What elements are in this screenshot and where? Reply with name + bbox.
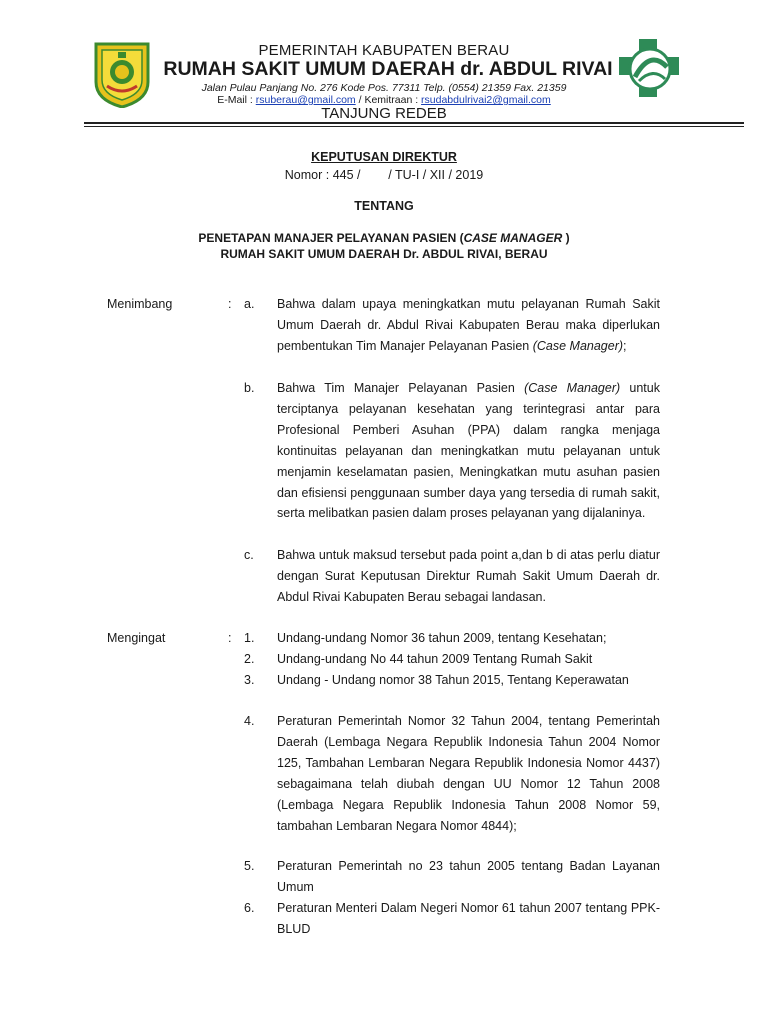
subject-suffix: ) <box>562 231 570 245</box>
menimbang-colon: : <box>228 297 232 311</box>
menimbang-c-text: Bahwa untuk maksud tersebut pada point a,dan b di atas perlu diatur dengan Surat Keputusan Direktur Rumah Sakit Umum Daerah dr. Abdul Rivai Kabupaten Berau sebagai landasan. <box>277 548 660 604</box>
mengingat-marker-3: 3. <box>244 673 255 687</box>
header-city: TANJUNG REDEB <box>321 105 447 122</box>
menimbang-a-italic: (Case Manager) <box>532 338 624 353</box>
menimbang-a-text-end: ; <box>623 338 627 353</box>
subject-prefix: PENETAPAN MANAJER PELAYANAN PASIEN ( <box>198 231 464 245</box>
menimbang-label: Menimbang <box>107 297 173 311</box>
decree-tentang: TENTANG <box>354 199 414 213</box>
mengingat-colon: : <box>228 631 232 645</box>
mengingat-marker-2: 2. <box>244 652 255 666</box>
subject-italic: CASE MANAGER <box>463 231 563 245</box>
mengingat-marker-6: 6. <box>244 901 255 915</box>
mengingat-marker-5: 5. <box>244 859 255 873</box>
menimbang-marker-b: b. <box>244 381 255 395</box>
menimbang-b-italic: (Case Manager) <box>524 381 621 395</box>
mengingat-item-5: Peraturan Pemerintah no 23 tahun 2005 tentang Badan Layanan Umum <box>277 859 660 894</box>
email-label: E-Mail : <box>217 94 256 106</box>
mengingat-marker-1: 1. <box>244 631 255 645</box>
header-government-line: PEMERINTAH KABUPATEN BERAU <box>258 42 510 59</box>
header-hospital-name: RUMAH SAKIT UMUM DAERAH dr. ABDUL RIVAI <box>163 58 613 80</box>
email-link[interactable]: rsuberau@gmail.com <box>255 94 356 106</box>
decree-subject-line1 <box>0 231 768 245</box>
menimbang-item-b <box>277 378 660 524</box>
letterhead-divider-thin <box>84 126 744 127</box>
menimbang-b-text-end: untuk terciptanya pelayanan kesehatan yang terintegrasi antar para Profesional Pemberi Asuhan (PPA) dalam rangka menjaga kontinuitas pelayanan dan meningkatkan mutu pelayanan untuk menjamin keselamatan pasien, Meningkatkan mutu asuhan pasien dan efisiensi penggunaan sumber daya yang tersedia di rumah sakit, serta melibatkan pasien dalam proses pelayanan yang dijalaninya. <box>277 381 660 521</box>
mengingat-item-1: Undang-undang Nomor 36 tahun 2009, tentang Kesehatan; <box>277 631 607 645</box>
menimbang-marker-a: a. <box>244 297 255 311</box>
header-address: Jalan Pulau Panjang No. 276 Kode Pos. 77311 Telp. (0554) 21359 Fax. 21359 <box>201 82 567 94</box>
letterhead-divider-thick <box>84 122 744 124</box>
mengingat-item-2: Undang-undang No 44 tahun 2009 Tentang Rumah Sakit <box>277 652 593 666</box>
menimbang-item-a <box>277 294 660 357</box>
mengingat-marker-4: 4. <box>244 714 255 728</box>
kemitraan-label: / Kemitraan : <box>355 94 422 106</box>
menimbang-item-c <box>277 545 660 608</box>
mengingat-label: Mengingat <box>107 631 166 645</box>
mengingat-item-6: Peraturan Menteri Dalam Negeri Nomor 61 tahun 2007 tentang PPK- BLUD <box>277 901 660 936</box>
mengingat-item-4: Peraturan Pemerintah Nomor 32 Tahun 2004, tentang Pemerintah Daerah (Lembaga Negara Republik Indonesia Tahun 2004 Nomor 125, Tambahan Lembaran Negara Republik Indonesia Nomor 4437) sebagaimana telah diubah dengan UU Nomor 12 Tahun 2008 (Lembaga Negara Republik Indonesia Tahun 2008 Nomor 59, tambahan Lembaran Negara Nomor 4844); <box>277 714 660 833</box>
menimbang-b-text: Bahwa Tim Manajer Pelayanan Pasien <box>277 381 525 395</box>
decree-title: KEPUTUSAN DIREKTUR <box>311 150 457 164</box>
mengingat-item-3: Undang - Undang nomor 38 Tahun 2015, Tentang Keperawatan <box>277 673 629 687</box>
kemitraan-email-link[interactable]: rsudabdulrivai2@gmail.com <box>421 94 551 106</box>
menimbang-a-text: Bahwa dalam upaya meningkatkan mutu pelayanan Rumah Sakit Umum Daerah dr. Abdul Rivai Kabupaten Berau maka diperlukan pembentukan Tim Manajer Pelayanan Pasien <box>277 297 660 353</box>
menimbang-marker-c: c. <box>244 548 254 562</box>
decree-subject-line2: RUMAH SAKIT UMUM DAERAH Dr. ABDUL RIVAI, BERAU <box>220 247 548 261</box>
decree-number: Nomor : 445 / / TU-I / XII / 2019 <box>284 168 484 182</box>
